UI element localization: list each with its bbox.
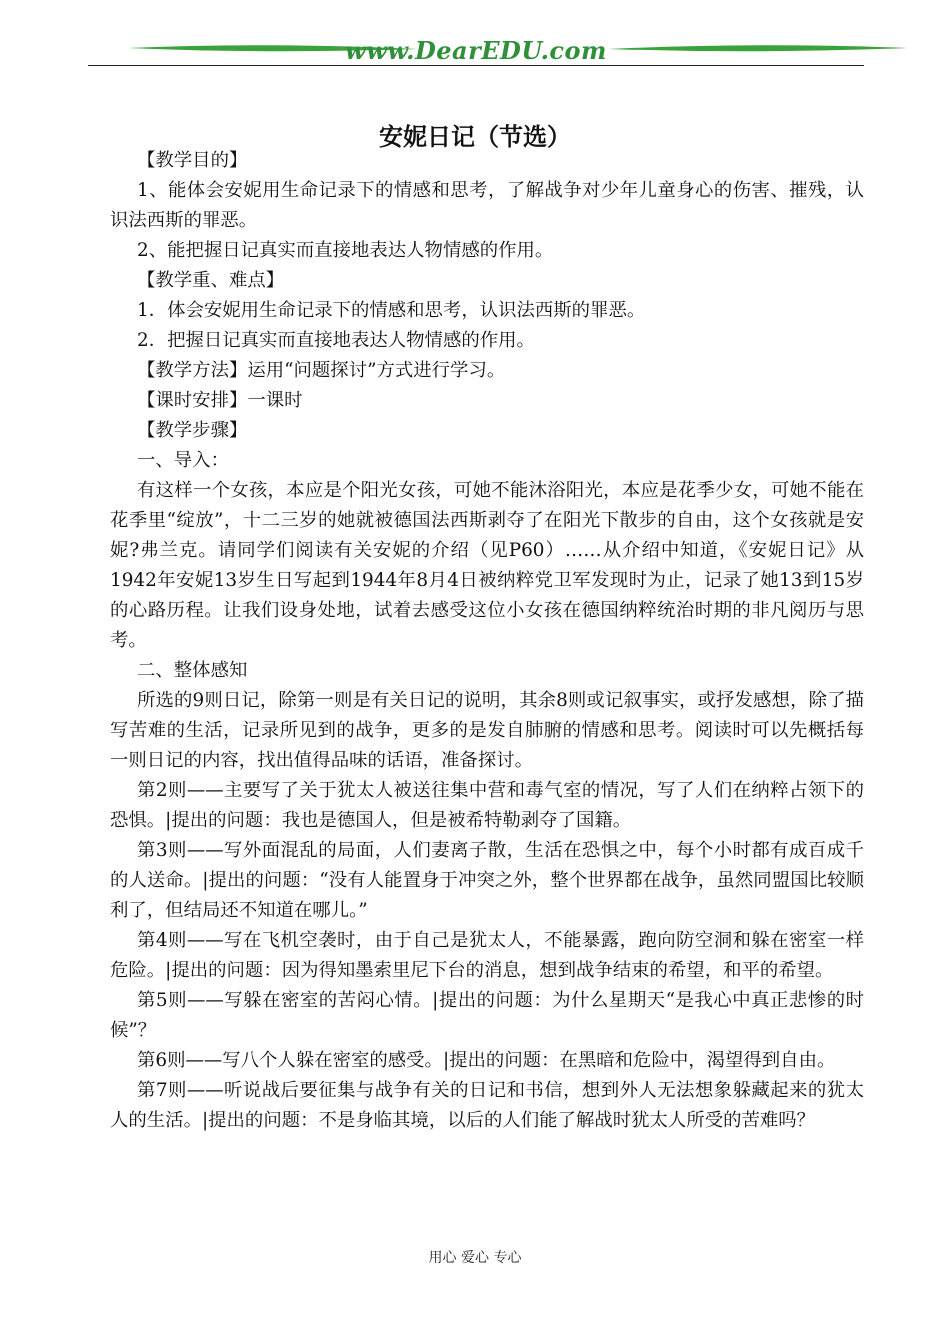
paragraph: 第3则——写外面混乱的局面，人们妻离子散，生活在恐惧之中，每个小时都有成百成千的人送命。|提出的问题：“没有人能置身于冲突之外，整个世界都在战争，虽然同盟国比较顺利了，但结局还不知道在哪儿。” [110,840,864,921]
paragraph: 第4则——写在飞机空袭时，由于自己是犹太人，不能暴露，跑向防空洞和躲在密室一样危险。|提出的问题：因为得知墨索里尼下台的消息，想到战争结束的希望，和平的希望。 [110,930,864,981]
paragraph: 二、整体感知 [137,660,248,681]
paragraph: 【教学重、难点】 [137,270,285,291]
paragraph: 2、能把握日记真实而直接地表达人物情感的作用。 [137,240,554,261]
paragraph: 第7则——听说战后要征集与战争有关的日记和书信，想到外人无法想象躲藏起来的犹太人的生活。|提出的问题：不是身临其境，以后的人们能了解战时犹太人所受的苦难吗？ [110,1080,864,1131]
paragraph: 1、能体会安妮用生命记录下的情感和思考，了解战争对少年儿童身心的伤害、摧残，认识法西斯的罪恶。 [110,180,864,231]
paragraph: 第6则——写八个人躲在密室的感受。|提出的问题：在黑暗和危险中，渴望得到自由。 [137,1050,836,1071]
paragraph: 有这样一个女孩，本应是个阳光女孩，可她不能沐浴阳光，本应是花季少女，可她不能在花季里“绽放”，十二三岁的她就被德国法西斯剥夺了在阳光下散步的自由，这个女孩就是安妮?弗兰克。请同学们阅读有关安妮的介绍（见P60）……从介绍中知道，《安妮日记》从1942年安妮13岁生日写起到1944年8月4日被纳粹党卫军发现时为止，记录了她13到15岁的心路历程。让我们设身处地，试着去感受这位小女孩在德国纳粹统治时期的非凡阅历与思考。 [110,480,864,651]
document-title: 安妮日记（节选） [379,122,571,151]
paragraph: 所选的9则日记，除第一则是有关日记的说明，其余8则或记叙事实，或抒发感想，除了描写苦难的生活，记录所见到的战争，更多的是发自肺腑的情感和思考。阅读时可以先概括每一则日记的内容，找出值得品味的话语，准备探讨。 [110,690,864,771]
paragraph: 第5则——写躲在密室的苦闷心情。|提出的问题：为什么星期天“是我心中真正悲惨的时候”？ [110,990,864,1041]
document-body [110,146,864,1136]
paragraph: 【教学步骤】 [137,420,248,441]
paragraph: 【教学方法】运用“问题探讨”方式进行学习。 [137,360,506,381]
paragraph: 【教学目的】 [137,150,248,171]
right-leaf-decoration [608,44,908,54]
paragraph: 【课时安排】一课时 [137,390,303,411]
site-brand: www.DearEDU.com [345,36,607,65]
page-header [88,30,864,70]
paragraph: 2．把握日记真实而直接地表达人物情感的作用。 [137,330,535,351]
paragraph: 1．体会安妮用生命记录下的情感和思考，认识法西斯的罪恶。 [137,300,646,321]
page-footer: 用心 爱心 专心 [428,1250,522,1266]
header-rule [88,65,864,66]
paragraph: 一、导入： [137,450,229,471]
paragraph: 第2则——主要写了关于犹太人被送往集中营和毒气室的情况，写了人们在纳粹占领下的恐惧。|提出的问题：我也是德国人，但是被希特勒剥夺了国籍。 [110,780,864,831]
